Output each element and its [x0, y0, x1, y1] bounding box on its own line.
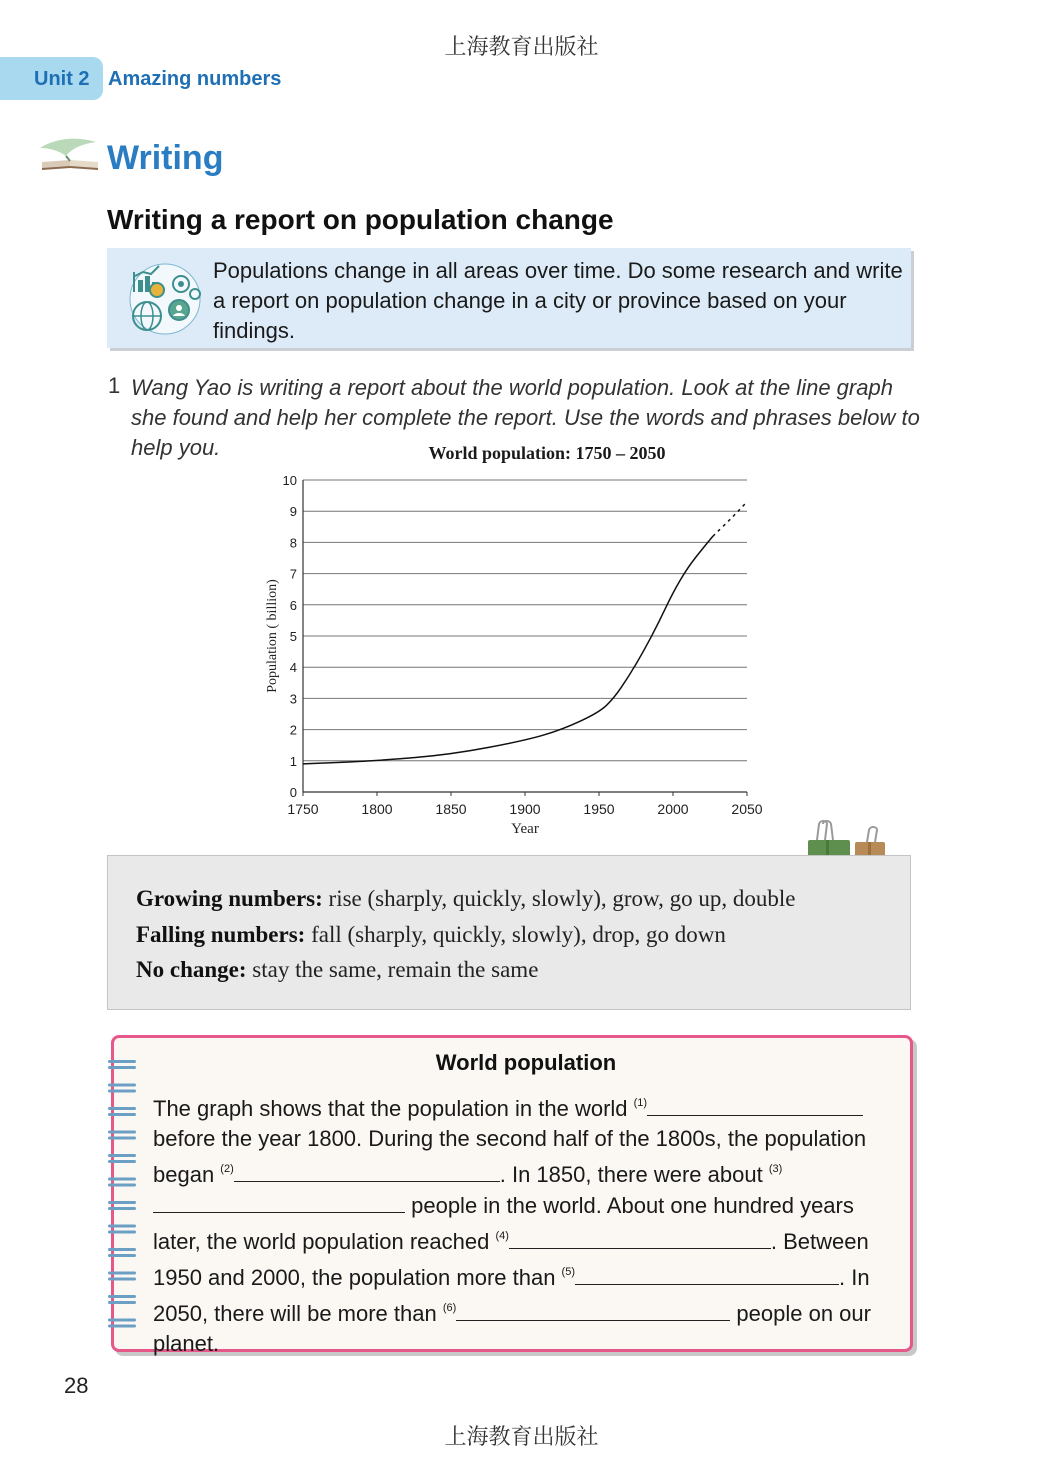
publisher-footer: 上海教育出版社 — [444, 1425, 599, 1450]
unit-title: Amazing numbers — [108, 68, 282, 90]
x-tick-label: 1950 — [583, 801, 615, 817]
unit-number: Unit 2 — [34, 68, 90, 90]
y-tick-label: 4 — [289, 660, 297, 676]
nochange-words: stay the same, remain the same — [246, 957, 539, 982]
blank-number-5: (5) — [561, 1266, 575, 1278]
growing-label: Growing numbers: — [136, 886, 323, 911]
spiral-ring — [108, 1107, 136, 1110]
spiral-ring — [108, 1090, 136, 1093]
y-tick-label: 7 — [289, 566, 297, 582]
question-text: Wang Yao is writing a report about the world population. Look at the line graph she found and help her complete the report. Use the words and phrases below to help you. — [131, 375, 920, 460]
spiral-ring — [108, 1248, 136, 1251]
report-part-2: before the year 1800. During the second half of the 1800s, the population began — [153, 1126, 867, 1187]
blank-2-input[interactable] — [234, 1159, 500, 1182]
spiral-ring — [108, 1113, 136, 1116]
nochange-label: No change: — [136, 957, 247, 982]
spiral-ring — [108, 1272, 136, 1275]
report-part-3: . In 1850, there were about — [499, 1162, 769, 1187]
x-tick-label: 1800 — [361, 801, 393, 817]
x-tick-label: 1750 — [287, 801, 319, 817]
population-line-chart — [250, 465, 780, 845]
spiral-ring — [108, 1278, 136, 1281]
report-paragraph — [153, 1088, 893, 1359]
x-tick-label: 1850 — [435, 801, 467, 817]
y-tick-label: 5 — [289, 629, 297, 644]
falling-numbers-line — [136, 922, 726, 948]
blank-number-1: (1) — [633, 1097, 648, 1109]
blank-number-4: (4) — [495, 1230, 509, 1242]
falling-words: fall (sharply, quickly, slowly), drop, go down — [305, 922, 726, 947]
spiral-ring — [108, 1084, 136, 1087]
spiral-ring — [108, 1201, 136, 1204]
section-title: Writing — [107, 139, 224, 177]
report-part-1: The graph shows that the population in the world — [153, 1096, 634, 1121]
spiral-ring — [108, 1301, 136, 1304]
blank-1-input[interactable] — [647, 1093, 863, 1116]
blank-6-input[interactable] — [456, 1298, 730, 1321]
blank-number-2: (2) — [220, 1163, 234, 1175]
spiral-ring — [108, 1254, 136, 1257]
chart-title: World population: 1750 – 2050 — [428, 443, 666, 463]
spiral-ring — [108, 1231, 136, 1234]
falling-label: Falling numbers: — [136, 922, 306, 947]
y-tick-label: 10 — [282, 473, 297, 488]
x-tick-label: 1900 — [509, 801, 541, 817]
y-axis-label: Population ( billion) — [265, 579, 280, 693]
blank-5-input[interactable] — [575, 1262, 839, 1285]
spiral-ring — [108, 1325, 136, 1328]
y-tick-label: 1 — [289, 753, 297, 769]
spiral-ring — [108, 1295, 136, 1298]
y-tick-label: 0 — [289, 785, 297, 800]
spiral-ring — [108, 1207, 136, 1210]
spiral-ring — [108, 1160, 136, 1163]
spiral-ring — [108, 1225, 136, 1228]
spiral-ring — [108, 1184, 136, 1187]
question-number: 1 — [108, 373, 121, 398]
blank-4-input[interactable] — [509, 1226, 771, 1249]
task-text: Populations change in all areas over time. Do some research and write a report on population change in a city or province based on your findings. — [213, 258, 903, 343]
notebook-spiral-rings — [106, 1052, 140, 1332]
y-tick-label: 9 — [289, 504, 297, 520]
report-part-6: . In 2050, there will be more than — [153, 1265, 870, 1326]
y-tick-label: 8 — [289, 535, 297, 551]
growing-words: rise (sharply, quickly, slowly), grow, go up, double — [322, 886, 796, 911]
blank-number-6: (6) — [442, 1302, 457, 1314]
y-tick-label: 6 — [289, 597, 297, 613]
y-tick-label: 3 — [289, 691, 297, 707]
publisher-header: 上海教育出版社 — [444, 35, 599, 60]
open-book-icon — [36, 134, 104, 178]
projection-series-line — [713, 502, 747, 536]
spiral-ring — [108, 1319, 136, 1322]
report-part-4: people in the world. About one hundred years later, the world population reached — [153, 1193, 854, 1254]
no-change-line — [136, 957, 538, 983]
research-globe-icon — [127, 262, 203, 336]
blank-3-input[interactable] — [153, 1190, 405, 1213]
x-tick-label: 2050 — [731, 801, 763, 817]
page-number: 28 — [64, 1373, 89, 1398]
y-tick-label: 2 — [289, 722, 297, 738]
spiral-ring — [108, 1131, 136, 1134]
blank-number-3: (3) — [768, 1163, 783, 1175]
report-title: World population — [435, 1050, 617, 1075]
spiral-ring — [108, 1178, 136, 1181]
x-axis-label: Year — [511, 821, 539, 837]
spiral-ring — [108, 1154, 136, 1157]
growing-numbers-line — [136, 886, 796, 912]
report-part-7: people on our planet. — [153, 1301, 871, 1356]
spiral-ring — [108, 1137, 136, 1140]
sub-title: Writing a report on population change — [107, 204, 614, 235]
report-part-5: . Between 1950 and 2000, the population more than — [153, 1229, 869, 1290]
x-tick-label: 2000 — [657, 801, 689, 817]
